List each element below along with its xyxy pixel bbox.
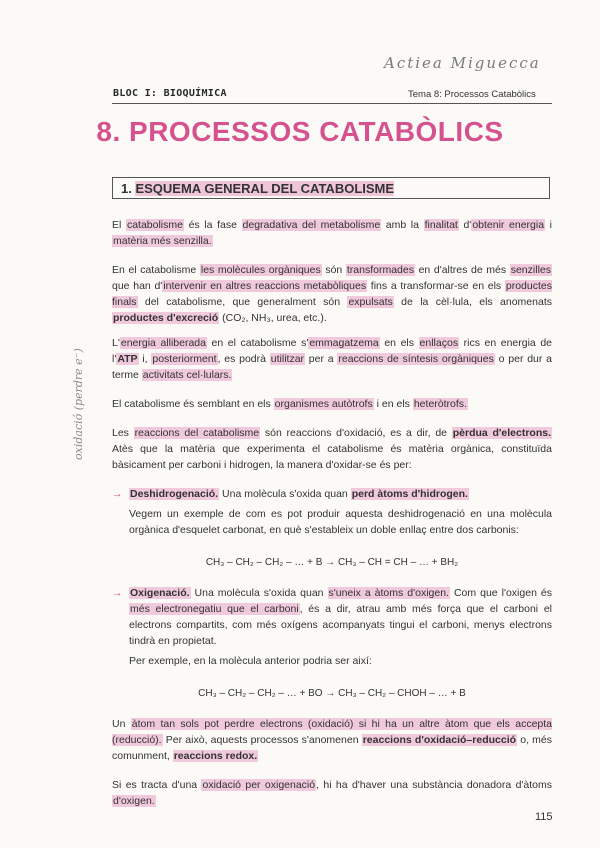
text: en d'altres de més <box>414 264 510 276</box>
item-heading <box>129 585 552 649</box>
section-title: ESQUEMA GENERAL DEL CATABOLISME <box>135 181 395 196</box>
text: amb la <box>381 219 424 231</box>
paragraph-energy <box>112 335 552 383</box>
text: del catabolisme, que generalment són <box>137 296 348 308</box>
text: Atès que la matèria que experimenta el catabolisme és matèria orgànica, constituïda bàsicament per carboni i hidrogen, la manera d'oxidar-se és per: <box>112 443 552 471</box>
highlight: degradativa del metabolisme <box>242 219 381 231</box>
header-bloc: BLOC I: BIOQUÍMICA <box>113 88 227 99</box>
highlight: reaccions d'oxidació–reducció <box>362 734 517 746</box>
highlight: intervenir en altres reaccions metabòliques <box>163 280 367 292</box>
highlight: més electronegatiu que el carboni <box>130 603 299 615</box>
highlight: reaccions de síntesis orgàniques <box>338 353 494 365</box>
text: (CO₂, NH₃, urea, etc.). <box>219 312 327 324</box>
item-heading <box>129 486 552 502</box>
highlight: àtom tan sols pot perdre electrons (oxidació) si hi ha un altre àtom que els accepta (reducció). <box>112 718 553 746</box>
text: rics en energia de l' <box>112 337 552 365</box>
paragraph-organisms <box>112 396 552 412</box>
header-tema: Tema 8: Processos Catabòlics <box>408 89 536 100</box>
formula-oxygenation: CH₃ – CH₂ – CH₂ – … + BO → CH₃ – CH₂ – CHOH – … + B <box>198 688 466 699</box>
highlight: energia alliberada <box>120 337 206 349</box>
section-number: 1. <box>121 181 132 196</box>
text: o per dur a terme <box>112 353 552 381</box>
highlight: posteriorment <box>152 353 217 365</box>
highlight: reaccions redox. <box>173 750 258 762</box>
highlight: transformades <box>346 264 414 276</box>
highlight: catabolisme <box>126 219 183 231</box>
text: i <box>545 219 553 231</box>
text: Les <box>112 427 134 439</box>
handwritten-side-note: oxidació (perdre e⁻) <box>72 348 85 460</box>
text: Com que l'oxigen és <box>449 587 552 599</box>
item-explanation: Vegem un exemple de com es pot produir aquesta deshidrogenació en una molècula orgànica d'esquelet carbonat, en què s'estableix un doble enllaç entre dos carbonis: <box>129 508 552 536</box>
paragraph-definition <box>112 217 552 249</box>
highlight: d'oxigen. <box>113 795 155 807</box>
highlight: organismes autòtrofs <box>274 398 373 410</box>
highlight: emmagatzema <box>309 337 379 349</box>
text: Una molècula s'oxida quan <box>219 488 351 500</box>
highlight: activitats cel·lulars. <box>142 369 232 381</box>
highlight: finalitat <box>424 219 458 231</box>
text: fins a transformar-se en els <box>367 280 505 292</box>
header-rule <box>112 103 552 104</box>
text: de la cèl·lula, els anomenats <box>393 296 552 308</box>
highlight: productes d'excreció <box>113 312 219 324</box>
highlight: s'uneix a àtoms d'oxigen. <box>328 587 449 599</box>
text: i, <box>138 353 152 365</box>
text: L' <box>112 337 120 349</box>
text: Si es tracta d'una <box>112 779 202 791</box>
text: , es podrà <box>217 353 270 365</box>
paragraph-oxidation <box>112 425 552 473</box>
text: és la fase <box>183 219 242 231</box>
list-item-oxygenation <box>112 585 552 685</box>
highlight: reaccions del catabolisme <box>134 427 260 439</box>
page-title: 8. PROCESSOS CATABÒLICS <box>96 116 504 147</box>
text: , és a dir, atrau amb més força que el carboni el electrons compartits, com més oxígens acompanyats tingui el carboni, menys electrons tindrà en propietat. <box>129 603 552 647</box>
text: que han d' <box>112 280 163 292</box>
text: , hi ha d'haver una substància donadora d'àtoms <box>316 779 553 791</box>
text: El catabolisme és semblant en els <box>112 398 274 410</box>
text: El <box>112 219 126 231</box>
text: i en els <box>373 398 413 410</box>
highlight: perd àtoms d'hidrogen. <box>351 488 468 500</box>
highlight: obtenir energia <box>472 219 545 231</box>
text: són <box>321 264 346 276</box>
highlight: les molècules orgàniques <box>200 264 321 276</box>
highlight: productes finals <box>112 280 552 308</box>
highlight: pèrdua d'electrons. <box>452 427 552 439</box>
paragraph-redox <box>112 716 552 764</box>
text: d' <box>458 219 472 231</box>
highlight: utilitzar <box>270 353 305 365</box>
formula-dehydrogenation: CH₃ – CH₂ – CH₂ – … + B → CH₃ – CH = CH – … + BH₂ <box>205 557 459 568</box>
text: són reaccions d'oxidació, es a dir, de <box>260 427 452 439</box>
item-label: Oxigenació. <box>130 587 190 599</box>
highlight: enllaços <box>419 337 459 349</box>
highlight: heteròtrofs. <box>413 398 467 410</box>
text: Un <box>112 718 131 730</box>
text: en els <box>379 337 419 349</box>
page-number: 115 <box>535 811 553 823</box>
item-explanation: Per exemple, en la molècula anterior podria ser així: <box>129 655 372 667</box>
paragraph-oxygen-donor <box>112 777 552 809</box>
section-heading <box>112 177 550 199</box>
highlight: ATP <box>117 353 138 365</box>
highlight: matèria més senzilla. <box>113 235 212 247</box>
paragraph-transformation <box>112 262 552 326</box>
arrow-bullet-icon: → <box>112 488 123 500</box>
list-item-dehydrogenation <box>112 486 552 586</box>
text: per a <box>305 353 338 365</box>
arrow-bullet-icon: → <box>112 587 123 599</box>
highlight: oxidació per oxigenació <box>202 779 316 791</box>
handwritten-name: Actiea Miguecca <box>384 54 541 72</box>
text: Per això, aquests processos s'anomenen <box>162 734 362 746</box>
item-label: Deshidrogenació. <box>130 488 219 500</box>
highlight: expulsats <box>348 296 393 308</box>
text: o, més comunment, <box>112 734 552 762</box>
highlight: senzilles <box>510 264 551 276</box>
text: Una molècula s'oxida quan <box>190 587 328 599</box>
text: En el catabolisme <box>112 264 200 276</box>
text: en el catabolisme s' <box>206 337 309 349</box>
